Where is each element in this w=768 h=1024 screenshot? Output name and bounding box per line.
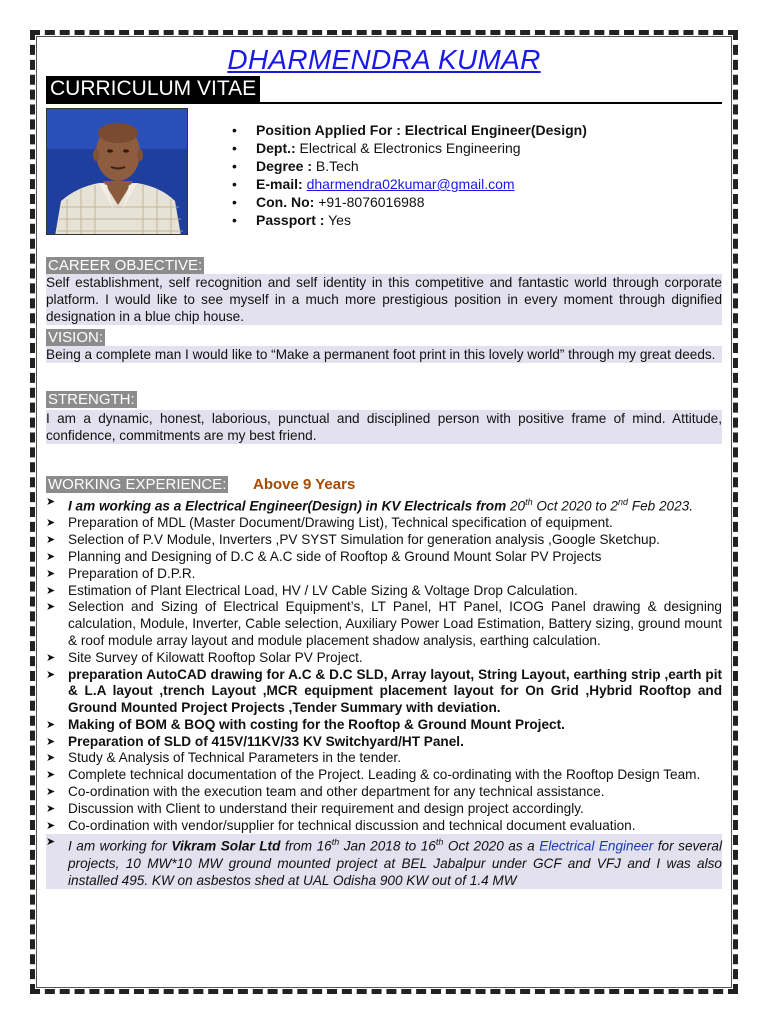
arrow-bullet-icon: ➤ bbox=[46, 786, 56, 799]
experience-item: ➤ preparation AutoCAD drawing for A.C & D.C SLD, Array layout, String Layout, earthing strip ,earth pit & L.A layout ,trench Layout ,MCR equipment placement layout for On Grid ,Hybrid Rooftop and Ground Mounted Project Projects ,Tender Summary with deviation. bbox=[46, 666, 722, 716]
experience-item: ➤ Preparation of SLD of 415V/11KV/33 KV Switchyard/HT Panel. bbox=[46, 733, 464, 749]
detail-dept: • Dept.: Electrical & Electronics Engineering bbox=[232, 140, 521, 156]
experience-item: ➤ Complete technical documentation of the Project. Leading & co-ordinating with the Rooftop Design Team. bbox=[46, 767, 701, 783]
arrow-bullet-icon: ➤ bbox=[46, 836, 56, 849]
experience-item: ➤ Study & Analysis of Technical Parameters in the tender. bbox=[46, 750, 401, 766]
arrow-bullet-icon: ➤ bbox=[46, 567, 56, 580]
experience-item: ➤ Preparation of D.P.R. bbox=[46, 565, 196, 581]
cv-title-bold: CURRICULUM bbox=[50, 77, 192, 100]
arrow-bullet-icon: ➤ bbox=[46, 735, 56, 748]
arrow-bullet-icon: ➤ bbox=[46, 517, 56, 530]
vision-text: Being a complete man I would like to “Make a permanent foot print in this lovely world” through my great deeds. bbox=[46, 346, 722, 363]
working-experience-heading: WORKING EXPERIENCE: bbox=[48, 476, 227, 493]
job-entry-vikram-solar: ➤ I am working for Vikram Solar Ltd from 16th Jan 2018 to 16th Oct 2020 as a Electrical Engineer for several projects, 10 MW*10 MW ground mounted project at BEL Jabalpur under GCF and VFJ and I was also installed 495. KW on asbestos shed at UAL Odisha 900 KW out of 1.4 MW bbox=[46, 836, 722, 888]
experience-item: ➤ Planning and Designing of D.C & A.C side of Rooftop & Ground Mount Solar PV Projects bbox=[46, 548, 602, 564]
cv-title-thin: VITAE bbox=[191, 77, 257, 100]
detail-position: • Position Applied For : Electrical Engineer(Design) bbox=[232, 122, 587, 138]
experience-item: ➤ Site Survey of Kilowatt Rooftop Solar PV Project. bbox=[46, 649, 363, 665]
arrow-bullet-icon: ➤ bbox=[46, 496, 56, 508]
arrow-bullet-icon: ➤ bbox=[46, 601, 56, 614]
experience-item: ➤ Preparation of MDL (Master Document/Drawing List), Technical specification of equipment. bbox=[46, 515, 613, 531]
experience-item: ➤ Making of BOM & BOQ with costing for the Rooftop & Ground Mount Project. bbox=[46, 716, 565, 732]
career-objective-text: Self establishment, self recognition and self identity in this competitive and fantastic world through corporate platform. I would like to see myself in a much more prestigious position in every moment through dignified designation in a blue chip house. bbox=[46, 275, 722, 324]
arrow-bullet-icon: ➤ bbox=[46, 752, 56, 765]
arrow-bullet-icon: ➤ bbox=[46, 584, 56, 597]
job-entry-kv-electricals: ➤ I am working as a Electrical Engineer(Design) in KV Electricals from 20th Oct 2020 to 2nd Feb 2023. bbox=[46, 496, 694, 514]
detail-email: • E-mail: dharmendra02kumar@gmail.com bbox=[232, 176, 515, 192]
arrow-bullet-icon: ➤ bbox=[46, 718, 56, 731]
career-objective-heading: CAREER OBJECTIVE: bbox=[48, 257, 203, 274]
detail-phone: • Con. No: +91-8076016988 bbox=[232, 194, 425, 210]
arrow-bullet-icon: ➤ bbox=[46, 819, 56, 832]
email-link[interactable]: dharmendra02kumar@gmail.com bbox=[306, 176, 515, 192]
arrow-bullet-icon: ➤ bbox=[46, 651, 56, 664]
experience-item: ➤ Co-ordination with the execution team and other department for any technical assistance. bbox=[46, 784, 605, 800]
strength-heading: STRENGTH: bbox=[48, 391, 135, 408]
vision-heading: VISION: bbox=[48, 329, 104, 346]
title-rule bbox=[46, 102, 722, 104]
experience-item: ➤ Co-ordination with vendor/supplier for technical discussion and technical document evaluation. bbox=[46, 817, 636, 833]
experience-list bbox=[46, 494, 722, 889]
experience-item: ➤ Selection and Sizing of Electrical Equipment’s, LT Panel, HT Panel, ICOG Panel drawing & designing calculation, Module, Inverter, Cable selection, Auxiliary Power Load Estimation, Battery sizing, ground mount & roof module array layout and module placement shadow analysis, earthing calculation. bbox=[46, 599, 722, 648]
experience-item: ➤ Selection of P.V Module, Inverters ,PV SYST Simulation for generation analysis ,Google Sketchup. bbox=[46, 532, 660, 548]
cv-title bbox=[46, 76, 260, 103]
personal-details bbox=[232, 121, 587, 229]
detail-passport: • Passport : Yes bbox=[232, 212, 351, 228]
experience-item: ➤ Estimation of Plant Electrical Load, HV / LV Cable Sizing & Voltage Drop Calculation. bbox=[46, 582, 578, 598]
profile-photo bbox=[46, 108, 188, 235]
arrow-bullet-icon: ➤ bbox=[46, 802, 56, 815]
portrait-image bbox=[47, 109, 188, 235]
experience-item: ➤ Discussion with Client to understand their requirement and design project accordingly. bbox=[46, 800, 584, 816]
candidate-name: DHARMENDRA KUMAR bbox=[227, 44, 541, 75]
detail-degree: • Degree : B.Tech bbox=[232, 158, 359, 174]
experience-years: Above 9 Years bbox=[253, 476, 356, 493]
arrow-bullet-icon: ➤ bbox=[46, 769, 56, 782]
strength-text: I am a dynamic, honest, laborious, punctual and disciplined person with positive frame of mind. Attitude, confidence, commitments are my best friend. bbox=[46, 411, 722, 443]
arrow-bullet-icon: ➤ bbox=[46, 550, 56, 563]
arrow-bullet-icon: ➤ bbox=[46, 668, 56, 681]
arrow-bullet-icon: ➤ bbox=[46, 534, 56, 547]
